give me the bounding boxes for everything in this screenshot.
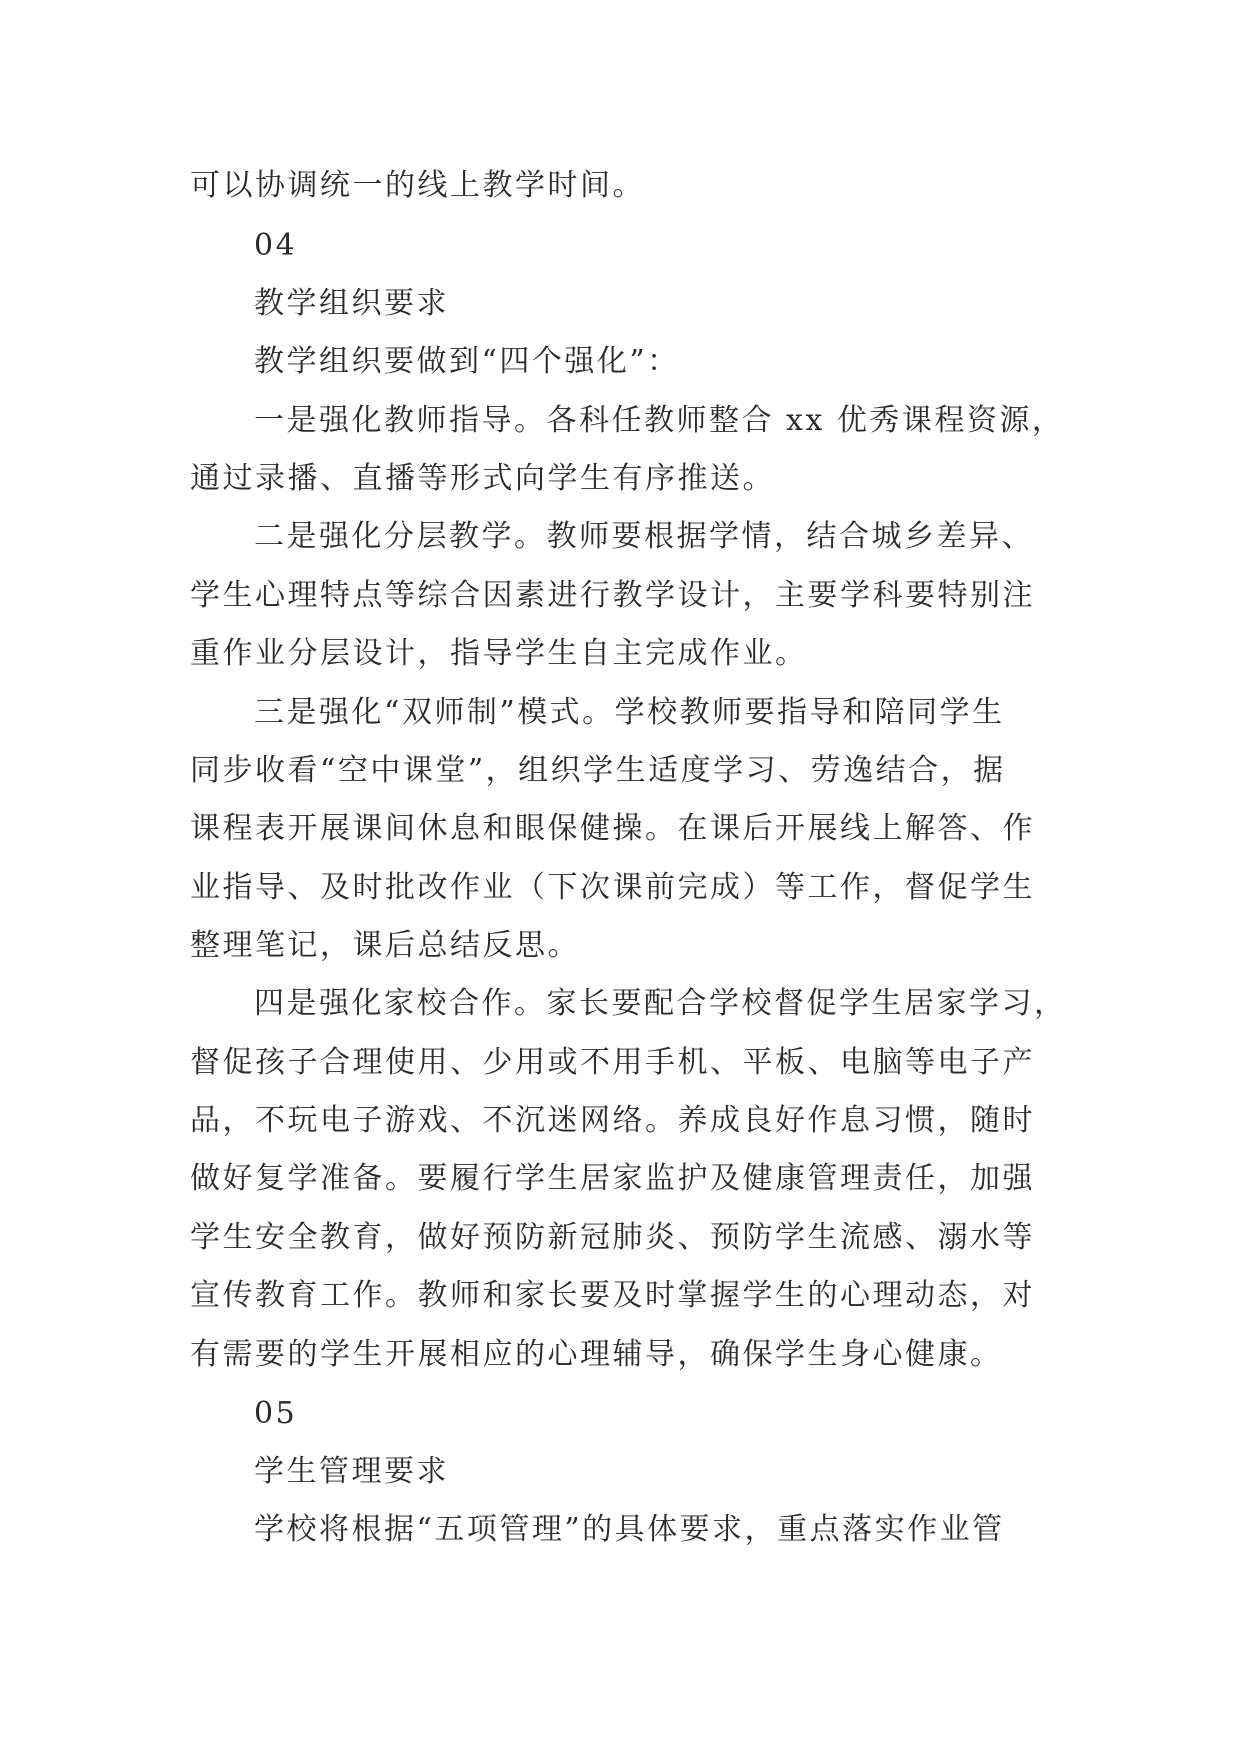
section-number: 05	[254, 1396, 298, 1431]
body-text-line: 整理笔记，课后总结反思。	[190, 928, 580, 963]
body-text-line: 做好复学准备。要履行学生居家监护及健康管理责任，加强	[190, 1161, 1035, 1196]
body-text-line: 课程表开展课间休息和眼保健操。在课后开展线上解答、作	[190, 811, 1035, 846]
body-text-line: 三是强化“双师制”模式。学校教师要指导和陪同学生	[254, 695, 1005, 730]
body-text-line: 有需要的学生开展相应的心理辅导，确保学生身心健康。	[190, 1337, 1003, 1372]
body-text-line: 重作业分层设计，指导学生自主完成作业。	[190, 636, 808, 671]
section-heading: 学生管理要求	[254, 1454, 449, 1489]
body-text-line: 学生心理特点等综合因素进行教学设计，主要学科要特别注	[190, 578, 1035, 613]
body-text-line: 二是强化分层教学。教师要根据学情，结合城乡差异、	[254, 519, 1034, 554]
body-text-line: 一是强化教师指导。各科任教师整合 xx 优秀课程资源，	[254, 403, 1065, 438]
body-text-line: 四是强化家校合作。家长要配合学校督促学生居家学习，	[254, 986, 1067, 1021]
body-text-line: 学生安全教育，做好预防新冠肺炎、预防学生流感、溺水等	[190, 1220, 1035, 1255]
body-text-line: 同步收看“空中课堂”，组织学生适度学习、劳逸结合，据	[190, 753, 1006, 788]
section-number: 04	[254, 228, 298, 263]
body-text-line: 业指导、及时批改作业（下次课前完成）等工作，督促学生	[190, 870, 1035, 905]
body-text-line: 通过录播、直播等形式向学生有序推送。	[190, 461, 775, 496]
body-text-line: 宣传教育工作。教师和家长要及时掌握学生的心理动态，对	[190, 1278, 1035, 1313]
section-heading: 教学组织要求	[254, 286, 449, 321]
body-text-line: 学校将根据“五项管理”的具体要求，重点落实作业管	[254, 1512, 1005, 1547]
body-text-line: 教学组织要做到“四个强化”：	[254, 344, 680, 379]
body-text-line: 可以协调统一的线上教学时间。	[190, 168, 645, 203]
body-text-line: 品，不玩电子游戏、不沉迷网络。养成良好作息习惯，随时	[190, 1103, 1035, 1138]
body-text-line: 督促孩子合理使用、少用或不用手机、平板、电脑等电子产	[190, 1045, 1035, 1080]
